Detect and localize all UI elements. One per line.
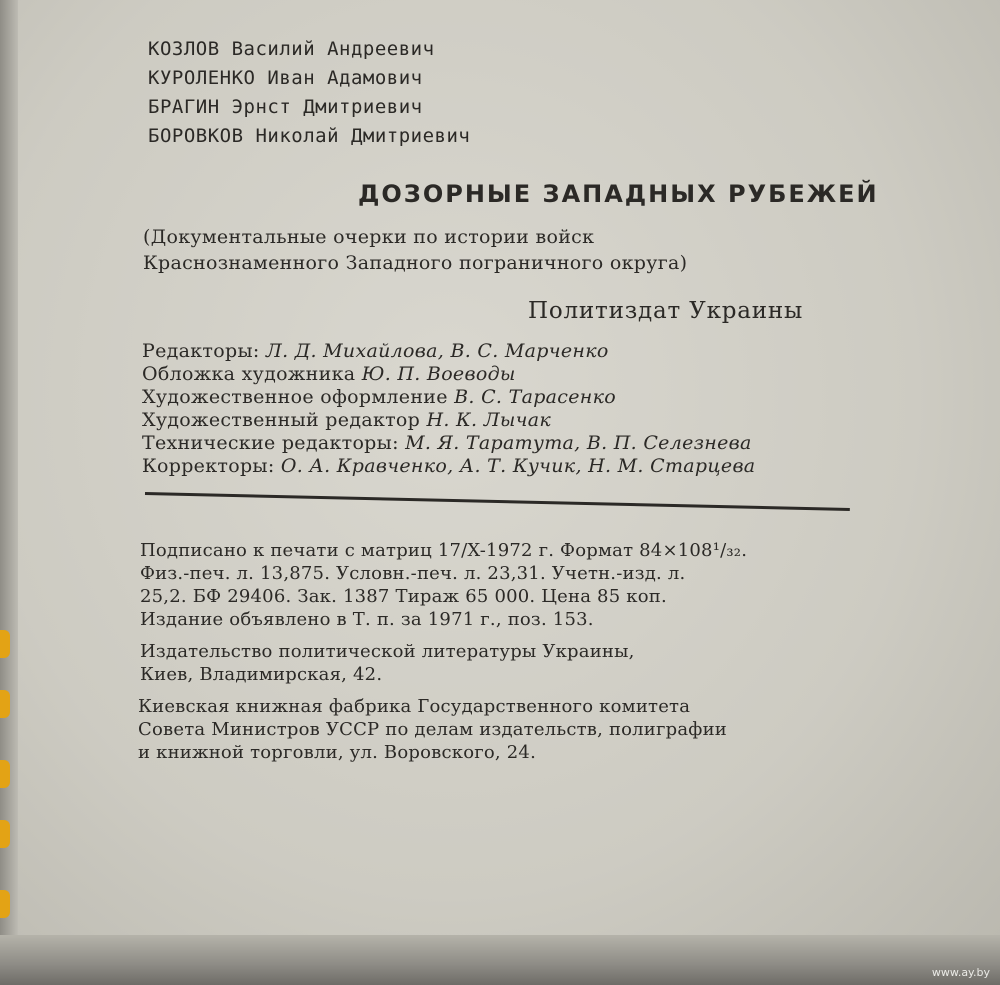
spine-mark bbox=[0, 760, 10, 788]
credit-names: Н. К. Лычак bbox=[426, 409, 552, 431]
imprint-line: Киевская книжная фабрика Государственного комитета bbox=[138, 696, 691, 717]
credit-names: В. С. Тарасенко bbox=[454, 386, 616, 408]
subtitle-line: Краснознаменного Западного пограничного округа) bbox=[143, 252, 688, 274]
author-line: БОРОВКОВ Николай Дмитриевич bbox=[148, 125, 471, 147]
credit-role: Художественное оформление bbox=[142, 386, 448, 408]
credit-names: Л. Д. Михайлова, В. С. Марченко bbox=[265, 340, 609, 362]
imprint-line: 25,2. БФ 29406. Зак. 1387 Тираж 65 000. Цена 85 коп. bbox=[140, 586, 667, 607]
credit-line bbox=[142, 386, 616, 408]
imprint-line: и книжной торговли, ул. Воровского, 24. bbox=[138, 742, 536, 763]
credit-line bbox=[142, 363, 516, 385]
credit-role: Художественный редактор bbox=[142, 409, 421, 431]
credit-role: Обложка художника bbox=[142, 363, 356, 385]
credit-role: Редакторы: bbox=[142, 340, 260, 362]
publisher-name: Политиздат Украины bbox=[528, 298, 804, 324]
page-bottom-edge bbox=[0, 935, 1000, 985]
imprint-line: Издательство политической литературы Украины, bbox=[140, 641, 635, 662]
subtitle-line: (Документальные очерки по истории войск bbox=[143, 226, 595, 248]
author-line: БРАГИН Эрнст Дмитриевич bbox=[148, 96, 423, 118]
spine-mark bbox=[0, 630, 10, 658]
credit-names: О. А. Кравченко, А. Т. Кучик, Н. М. Старцева bbox=[280, 455, 756, 477]
author-line: КУРОЛЕНКО Иван Адамович bbox=[148, 67, 423, 89]
spine-mark bbox=[0, 690, 10, 718]
imprint-line: Физ.-печ. л. 13,875. Условн.-печ. л. 23,31. Учетн.-изд. л. bbox=[140, 563, 686, 584]
author-line: КОЗЛОВ Василий Андреевич bbox=[148, 38, 435, 60]
credit-role: Технические редакторы: bbox=[142, 432, 399, 454]
credit-line bbox=[142, 455, 755, 477]
credit-line bbox=[142, 432, 752, 454]
credit-line bbox=[142, 340, 609, 362]
book-spine bbox=[0, 0, 18, 985]
imprint-line: Совета Министров УССР по делам издательств, полиграфии bbox=[138, 719, 727, 740]
imprint-line: Киев, Владимирская, 42. bbox=[140, 664, 383, 685]
divider-rule bbox=[145, 492, 850, 511]
imprint-line: Подписано к печати с матриц 17/X-1972 г. Формат 84×108¹/₃₂. bbox=[140, 540, 748, 561]
spine-mark bbox=[0, 820, 10, 848]
credit-names: М. Я. Таратута, В. П. Селезнева bbox=[405, 432, 752, 454]
credit-names: Ю. П. Воеводы bbox=[361, 363, 516, 385]
credit-line bbox=[142, 409, 551, 431]
watermark: www.ay.by bbox=[931, 966, 990, 979]
imprint-line: Издание объявлено в Т. п. за 1971 г., поз. 153. bbox=[140, 609, 594, 630]
spine-mark bbox=[0, 890, 10, 918]
credit-role: Корректоры: bbox=[142, 455, 275, 477]
book-title: ДОЗОРНЫЕ ЗАПАДНЫХ РУБЕЖЕЙ bbox=[358, 180, 879, 208]
